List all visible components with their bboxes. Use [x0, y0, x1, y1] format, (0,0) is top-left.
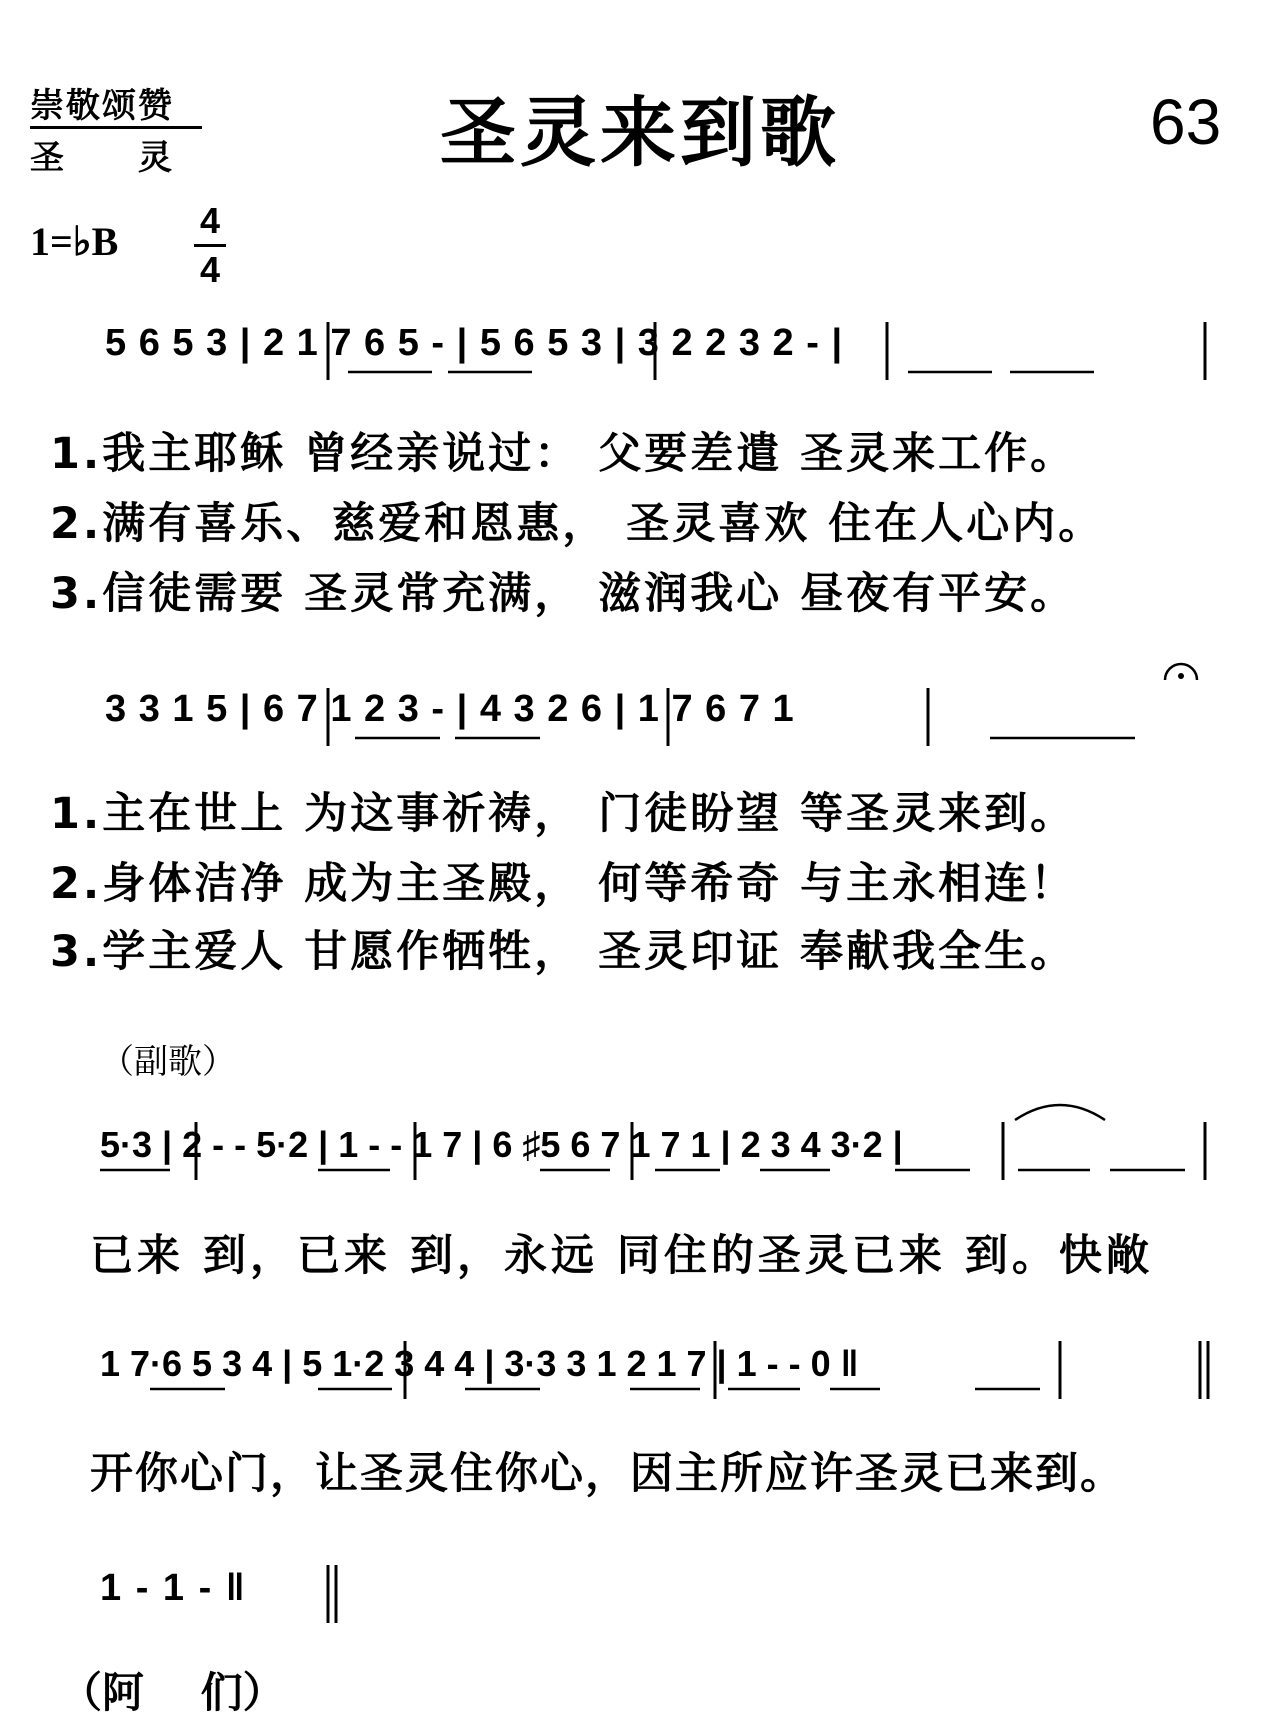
- barlines-line-4: [405, 1341, 1208, 1399]
- barlines-line-3: [196, 1122, 1205, 1180]
- category-bottom: 圣 灵: [30, 138, 174, 178]
- lyric-stanza-b-1: 1.主在世上 为这事祈祷， 门徒盼望 等圣灵来到。: [50, 789, 1077, 839]
- amen-lyric: （阿 们）: [60, 1668, 285, 1717]
- notation-line-1: 5 6 5 3 | 2 1 7 6 5 - | 5 6 5 3 | 3 2 2 3 2 - |: [105, 322, 844, 364]
- category-top: 崇敬颂赞: [30, 86, 174, 126]
- chorus-label: （副歌）: [100, 1042, 236, 1082]
- hymn-number: 63: [1150, 86, 1222, 158]
- lyric-stanza-a-2: 2.满有喜乐、慈爱和恩惠， 圣灵喜欢 住在人心内。: [50, 499, 1105, 549]
- barlines-line-5: [328, 1565, 336, 1623]
- chorus-lyric-2: 开你心门，让圣灵住你心，因主所应许圣灵已来到。: [90, 1449, 1125, 1499]
- lyric-stanza-b-3: 3.学主爱人 甘愿作牺牲， 圣灵印证 奉献我全生。: [50, 927, 1077, 977]
- chorus-lyric-1: 已来 到，已来 到，永远 同住的圣灵已来 到。快敞: [90, 1231, 1153, 1281]
- notation-line-2: 3 3 1 5 | 6 7 1 2 3 - | 4 3 2 6 | 1 7 6 7 1: [105, 688, 795, 730]
- key-signature: 1=♭B: [30, 219, 119, 264]
- slur-icon: [1015, 1105, 1105, 1120]
- notation-line-5: 1 - 1 - ‖: [100, 1567, 247, 1609]
- time-signature-top: 4: [199, 200, 221, 241]
- hymn-title: 圣灵来到歌: [440, 88, 840, 177]
- notation-line-3: 5·3 | 2 - - 5·2 | 1 - - 1 7 | 6 ♯5 6 7 1 7 1 | 2 3 4 3·2 |: [100, 1124, 903, 1165]
- time-signature-bottom: 4: [199, 249, 221, 290]
- lyric-stanza-a-1: 1.我主耶稣 曾经亲说过： 父要差遣 圣灵来工作。: [50, 429, 1077, 479]
- notation-line-4: 1 7·6 5 3 4 | 5 1·2 3 4 4 | 3·3 3 1 2 1 7 | 1 - - 0 ‖: [100, 1343, 859, 1384]
- lyric-stanza-a-3: 3.信徒需要 圣灵常充满， 滋润我心 昼夜有平安。: [50, 569, 1077, 619]
- lyric-stanza-b-2: 2.身体洁净 成为主圣殿， 何等希奇 与主永相连！: [50, 859, 1077, 909]
